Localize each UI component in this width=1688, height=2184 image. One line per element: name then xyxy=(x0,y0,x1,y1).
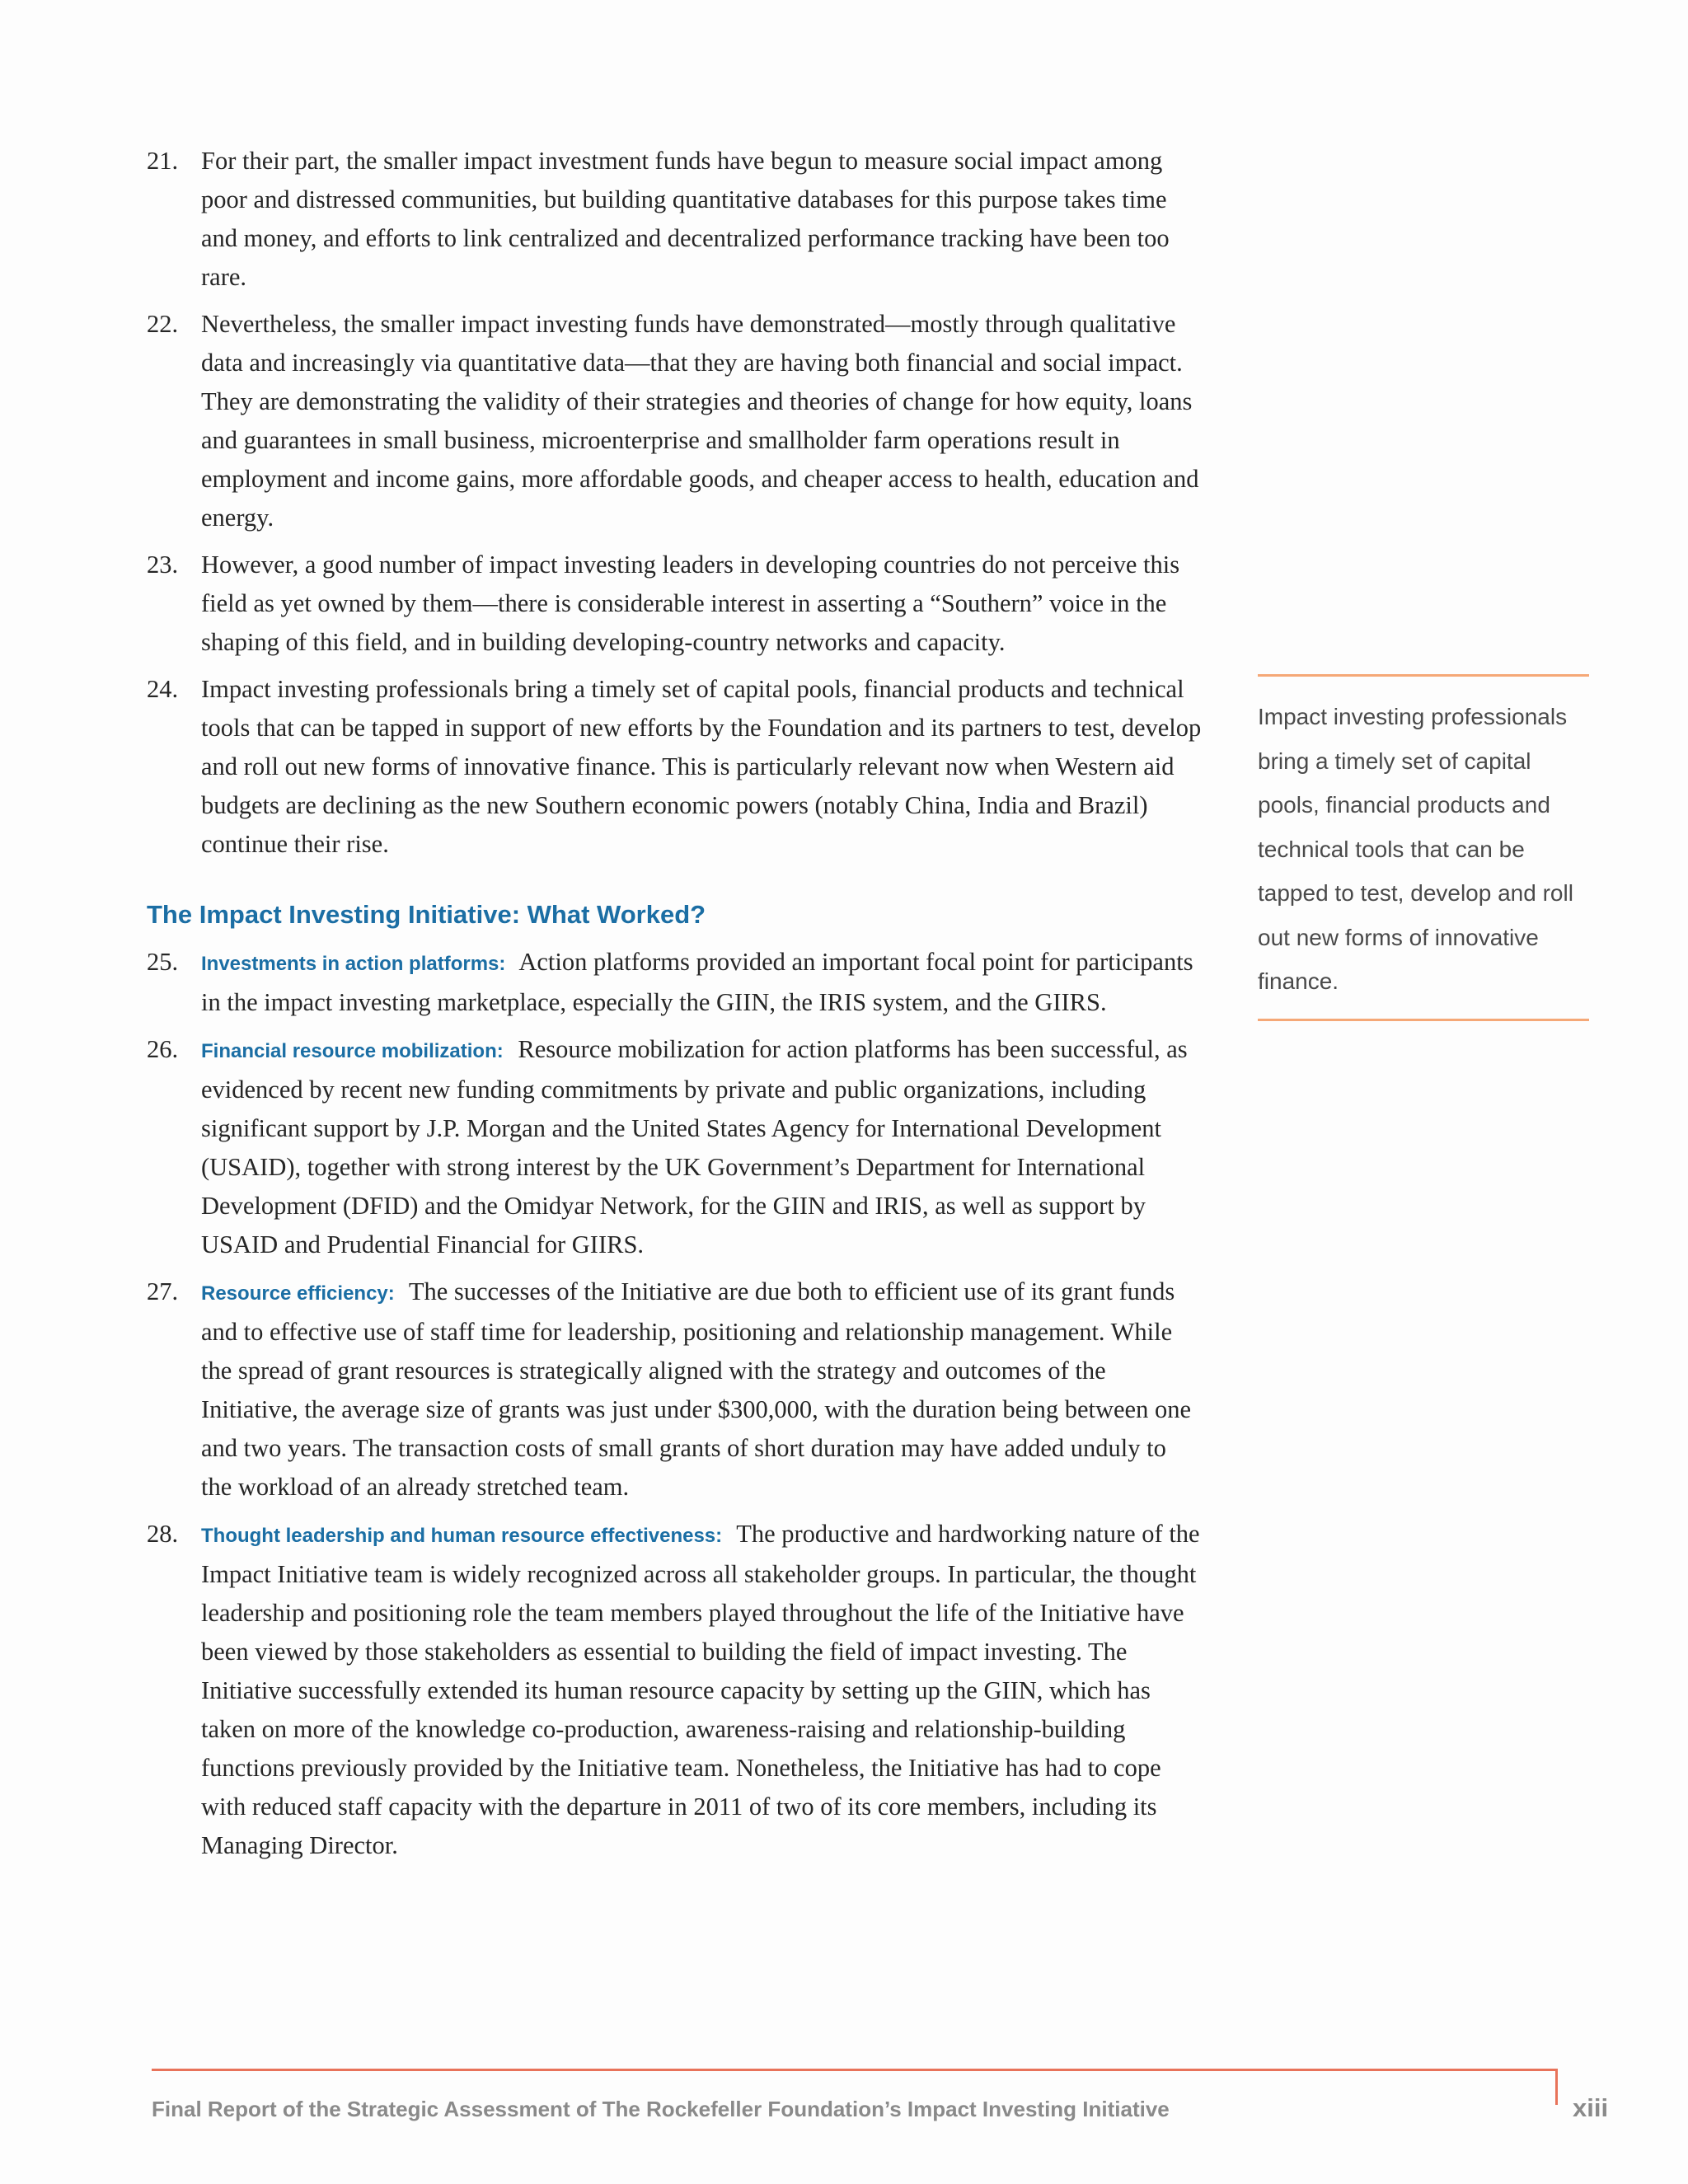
paragraph-lead-in: Resource efficiency: xyxy=(201,1282,395,1305)
main-column xyxy=(147,142,1202,1873)
numbered-paragraph-24 xyxy=(147,670,1202,864)
numbered-paragraph-27 xyxy=(147,1272,1202,1507)
paragraph-text: Impact investing professionals bring a timely set of capital pools, financial products and technical tools that can be tapped in support of new efforts by the Foundation and its partners to test, develop and roll out new forms of innovative finance. This is particularly relevant now when Western aid budgets are declining as the new Southern economic powers (notably China, India and Brazil) continue their rise. xyxy=(201,675,1202,858)
paragraph-number: 24. xyxy=(147,675,179,703)
paragraph-lead-in: Investments in action platforms: xyxy=(201,953,506,975)
paragraph-text: Nevertheless, the smaller impact investing funds have demonstrated—mostly through qualitative data and increasingly via quantitative data—that they are having both financial and social impact. They are demonstrating the validity of their strategies and theories of change for how equity, loans and guarantees in small business, microenterprise and smallholder farm operations result in employment and income gains, more affordable goods, and cheaper access to health, education and energy. xyxy=(201,310,1199,532)
paragraph-number: 25. xyxy=(147,948,179,976)
paragraph-number: 26. xyxy=(147,1035,179,1063)
footer-divider-tick xyxy=(1555,2069,1558,2105)
paragraph-text: The productive and hardworking nature of the Impact Initiative team is widely recognized across all stakeholder groups. In particular, the thought leadership and positioning role the team members played throughout the life of the Initiative have been viewed by those stakeholders as essential to building the field of impact investing. The Initiative successfully extended its human resource capacity by setting up the GIIN, which has taken on more of the knowledge co-production, awareness-raising and relationship-building functions previously provided by the Initiative team. Nonetheless, the Initiative has had to cope with reduced staff capacity with the departure in 2011 of two of its core members, including its Managing Director. xyxy=(201,1520,1200,1859)
pull-quote: Impact investing professionals bring a timely set of capital pools, financial products and technical tools that can be tapped to test, develop and roll out new forms of innovative finance. xyxy=(1258,674,1589,1021)
paragraph-text: The successes of the Initiative are due both to efficient use of its grant funds and to effective use of staff time for leadership, positioning and relationship management. While the spread of grant resources is strategically aligned with the strategy and outcomes of the Initiative, the average size of grants was just under $300,000, with the duration being between one and two years. The transaction costs of small grants of short duration may have added unduly to the workload of an already stretched team. xyxy=(201,1277,1192,1501)
paragraph-text: However, a good number of impact investing leaders in developing countries do not perceive this field as yet owned by them—there is considerable interest in asserting a “Southern” voice in the shaping of this field, and in building developing-country networks and capacity. xyxy=(201,551,1180,656)
numbered-paragraph-21 xyxy=(147,142,1202,297)
paragraph-lead-in: Thought leadership and human resource effectiveness: xyxy=(201,1525,723,1547)
page-number: xiii xyxy=(1573,2093,1609,2122)
paragraph-text: Resource mobilization for action platforms has been successful, as evidenced by recent new funding commitments by private and public organizations, including significant support by J.P. Morgan and the United States Agency for International Development (USAID), together with strong interest by the UK Government’s Department for International Development (DFID) and the Omidyar Network, for the GIIN and IRIS, as well as support by USAID and Prudential Financial for GIIRS. xyxy=(201,1035,1188,1258)
numbered-paragraph-22 xyxy=(147,305,1202,537)
paragraph-number: 23. xyxy=(147,551,179,579)
footer-report-title: Final Report of the Strategic Assessment of The Rockefeller Foundation’s Impact Investing Initiative xyxy=(152,2097,1170,2121)
numbered-paragraph-28 xyxy=(147,1515,1202,1865)
paragraph-number: 28. xyxy=(147,1520,179,1548)
paragraph-number: 21. xyxy=(147,147,179,175)
paragraph-text: For their part, the smaller impact investment funds have begun to measure social impact among poor and distressed communities, but building quantitative databases for this purpose takes time and money, and efforts to link centralized and decentralized performance tracking have been too rare. xyxy=(201,147,1170,291)
numbered-paragraph-26 xyxy=(147,1030,1202,1264)
paragraph-number: 22. xyxy=(147,310,179,338)
section-heading: The Impact Investing Initiative: What Worked? xyxy=(147,900,706,929)
paragraph-number: 27. xyxy=(147,1277,179,1305)
numbered-paragraph-23 xyxy=(147,546,1202,662)
footer-divider xyxy=(152,2069,1558,2071)
paragraph-lead-in: Financial resource mobilization: xyxy=(201,1040,504,1062)
numbered-paragraph-25 xyxy=(147,943,1202,1022)
paragraph-text: Action platforms provided an important focal point for participants in the impact investing marketplace, especially the GIIN, the IRIS system, and the GIIRS. xyxy=(201,948,1193,1016)
